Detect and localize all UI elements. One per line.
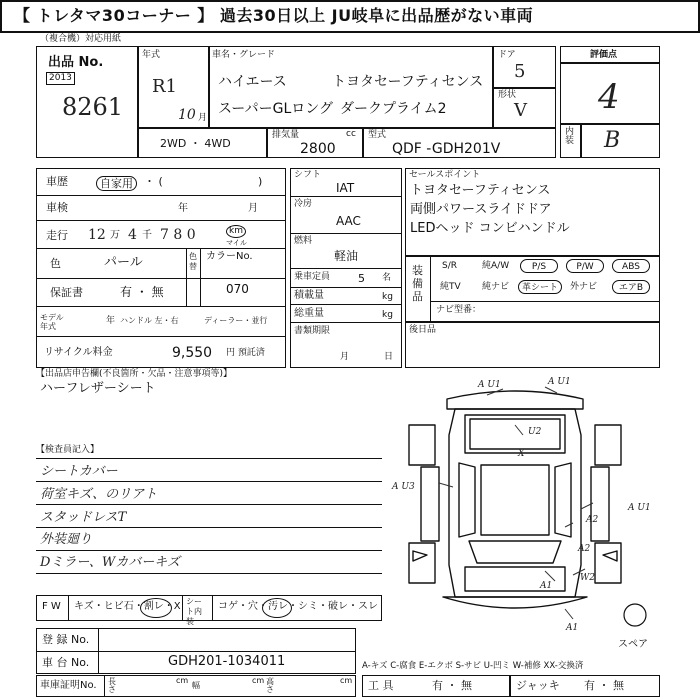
gross-unit: kg (382, 310, 393, 320)
history-rest: ・ ( (144, 175, 163, 188)
dmg-label-6: A U1 (628, 503, 651, 513)
lot-label: 出品 No. (48, 55, 104, 70)
selling-line2: 両側パワースライドドア (410, 202, 552, 217)
km-label: km (226, 225, 246, 238)
capacity-value: 5 (358, 272, 365, 285)
lot-number: 8261 (62, 93, 124, 121)
equip-navi: 純ナビ (482, 282, 510, 292)
car-damage-diagram (395, 375, 665, 640)
declaration-text: ハーフレザーシート (40, 381, 156, 396)
drive-type: 2WD ・ 4WD (160, 137, 231, 150)
dmg-label-10: W2 (580, 573, 595, 583)
name-line1b: トヨタセーフティセンス (332, 74, 484, 90)
equip-ps: P/S (520, 259, 558, 273)
equip-ext-navi: 外ナビ (570, 282, 598, 292)
inspector-note-1: シートカバー (40, 464, 118, 479)
equip-airbag: エアB (612, 280, 650, 294)
name-line1a: ハイエース (218, 74, 287, 90)
equipment-label: 装備品 (412, 264, 423, 303)
month-unit: 月 (198, 113, 208, 123)
cert-height-cm: cm (340, 676, 353, 685)
damage-legend: A-キズ C-腐食 E-エクボ S-サビ U-凹ミ W-補修 XX-交換済 (362, 661, 584, 671)
year-label: 年式 (142, 50, 161, 60)
navi-model-label: ナビ型番： (436, 305, 482, 315)
name-label: 車名・グレード (212, 50, 276, 60)
cert-width: 幅 (192, 681, 200, 690)
score-label: 評価点 (590, 50, 618, 60)
model-year-unit: 年 (106, 316, 116, 326)
dmg-label-9: A1 (540, 581, 553, 591)
inspector-note-5: Dミラー、Wカバーキズ (40, 555, 181, 570)
mileage-label: 走行 (46, 229, 68, 242)
inspector-note-4: 外装廻り (40, 532, 93, 547)
declaration-label: 【出品店申告欄(不良箇所・欠品・注意事項等)】 (36, 369, 233, 379)
load-unit: kg (382, 292, 393, 302)
jack-label: ジャッキ (516, 679, 560, 692)
displacement-value: 2800 (300, 141, 336, 157)
seat-circle-mark (262, 598, 292, 618)
mileage-man: 12 (88, 227, 106, 243)
load-label: 積載量 (294, 290, 324, 301)
capacity-unit: 名 (382, 273, 392, 283)
recycle-unit: 円 預託済 (226, 348, 265, 358)
disp-unit: cc (346, 129, 356, 139)
spare-label: スペア (618, 639, 648, 650)
recycle-label: リサイクル料金 (44, 347, 113, 358)
inspection-month-unit: 月 (248, 203, 258, 214)
cooling-label: 冷房 (294, 199, 313, 209)
inspector-label: 【検査員記入】 (36, 445, 100, 455)
dmg-label-1: A U1 (478, 380, 501, 390)
inspector-note-3: スタッドレスT (40, 510, 127, 525)
interior-label: 内装 (565, 127, 575, 146)
name-line2b: ダークプライム2 (340, 101, 447, 117)
cert-label: 車庫証明No. (40, 680, 97, 691)
seat-items: コゲ・穴・汚レ・シミ・破レ・スレ (218, 601, 378, 612)
sheet-type-note: （複合機）対応用紙 (40, 34, 122, 44)
lot-year: 2013 (46, 72, 75, 85)
fw-items: キズ・ヒビ石・割レ・X (74, 601, 181, 612)
cert-width-cm: cm (252, 676, 265, 685)
dmg-label-4: X (518, 449, 525, 459)
dmg-label-5: A U3 (392, 482, 415, 492)
dmg-label-7: A2 (586, 515, 599, 525)
equip-pw: P/W (566, 259, 604, 273)
capacity-label: 乗車定員 (294, 272, 331, 282)
model-year-label: モデル年式 (40, 313, 64, 331)
interior-value: B (604, 128, 621, 153)
history-value: 自家用 (96, 176, 137, 191)
mileage-sen-unit: 千 (142, 230, 152, 241)
after-items-label: 後日品 (409, 325, 437, 335)
history-close: ) (258, 175, 263, 188)
mileage-man-unit: 万 (110, 230, 120, 241)
mileage-sen: 4 (128, 227, 137, 243)
dmg-label-3: U2 (528, 427, 542, 437)
chassis-value: GDH201-1034011 (168, 654, 286, 669)
mile-label: マイル (226, 239, 247, 247)
selling-label: セールスポイント (409, 170, 481, 180)
inspection-year-unit: 年 (178, 203, 188, 214)
disp-label: 排気量 (272, 130, 300, 140)
dmg-label-8: A2 (578, 544, 591, 554)
docs-day: 日 (384, 352, 394, 362)
color-value: パール (104, 255, 143, 270)
model-code: QDF -GDH201V (392, 141, 501, 157)
equip-alloy: 純A/W (482, 261, 510, 271)
shift-value: IAT (336, 181, 355, 195)
door-label: ドア (498, 50, 516, 60)
shape-label: 形状 (498, 90, 517, 100)
fuel-value: 軽油 (334, 249, 359, 263)
reg-label: 登 録 No. (42, 633, 90, 646)
recycle-value: 9,550 (172, 345, 213, 361)
dmg-label-2: A U1 (548, 377, 571, 387)
fw-circle-mark (140, 598, 172, 618)
chassis-label: 車 台 No. (42, 656, 90, 669)
equip-sr: S/R (442, 261, 457, 271)
after-items-box (405, 322, 660, 368)
inspector-note-2: 荷室キズ、のリアト (40, 487, 158, 502)
shift-label: シフト (294, 170, 322, 180)
history-label: 車歴 (46, 175, 68, 188)
spec-table (36, 168, 286, 368)
warranty-label: 保証書 (50, 286, 83, 299)
tools-value: 有 ・ 無 (432, 679, 472, 692)
warranty-value: 有 ・ 無 (120, 285, 164, 299)
score-value: 4 (598, 77, 620, 117)
fuel-label: 燃料 (294, 236, 313, 246)
equip-abs: ABS (612, 259, 650, 273)
handle-label: ハンドル 左・右 (120, 316, 179, 325)
inspection-label: 車検 (46, 201, 68, 214)
cert-length-cm: cm (176, 676, 189, 685)
cert-length: 長さ (108, 677, 116, 694)
docs-label: 書類期限 (294, 326, 331, 336)
banner-text: 【 トレタマ30コーナー 】 過去30日以上 JU岐阜に出品歴がない車両 (14, 6, 534, 25)
fw-label: F W (42, 601, 61, 612)
color-change-label: 色替 (189, 252, 197, 271)
cert-height: 高さ (266, 677, 274, 694)
jack-value: 有 ・ 無 (584, 679, 624, 692)
month-value: 10 (178, 107, 196, 123)
selling-line1: トヨタセーフティセンス (410, 183, 551, 198)
tools-label: 工 具 (368, 679, 394, 692)
equip-leather: 革シート (518, 280, 562, 294)
docs-month: 月 (340, 352, 350, 362)
era-value: R1 (152, 76, 178, 97)
seat-label: シート内装 (186, 597, 202, 626)
shape-value: V (514, 100, 527, 121)
cooling-value: AAC (336, 214, 361, 228)
gross-label: 総重量 (294, 308, 324, 319)
mileage-rest: 7 8 0 (160, 227, 196, 243)
doors-value: 5 (514, 61, 526, 82)
dealer-label: ディーラー・並行 (204, 316, 268, 325)
color-label: 色 (50, 257, 61, 270)
dmg-label-11: A1 (566, 623, 579, 633)
name-line2a: スーパーGLロング (218, 101, 333, 117)
equip-tv: 純TV (440, 282, 461, 292)
model-label: 型式 (368, 130, 387, 140)
selling-line3: LEDヘッド コンビハンドル (410, 221, 570, 236)
color-no-value: 070 (226, 282, 249, 296)
color-no-label: カラーNo. (206, 251, 253, 262)
